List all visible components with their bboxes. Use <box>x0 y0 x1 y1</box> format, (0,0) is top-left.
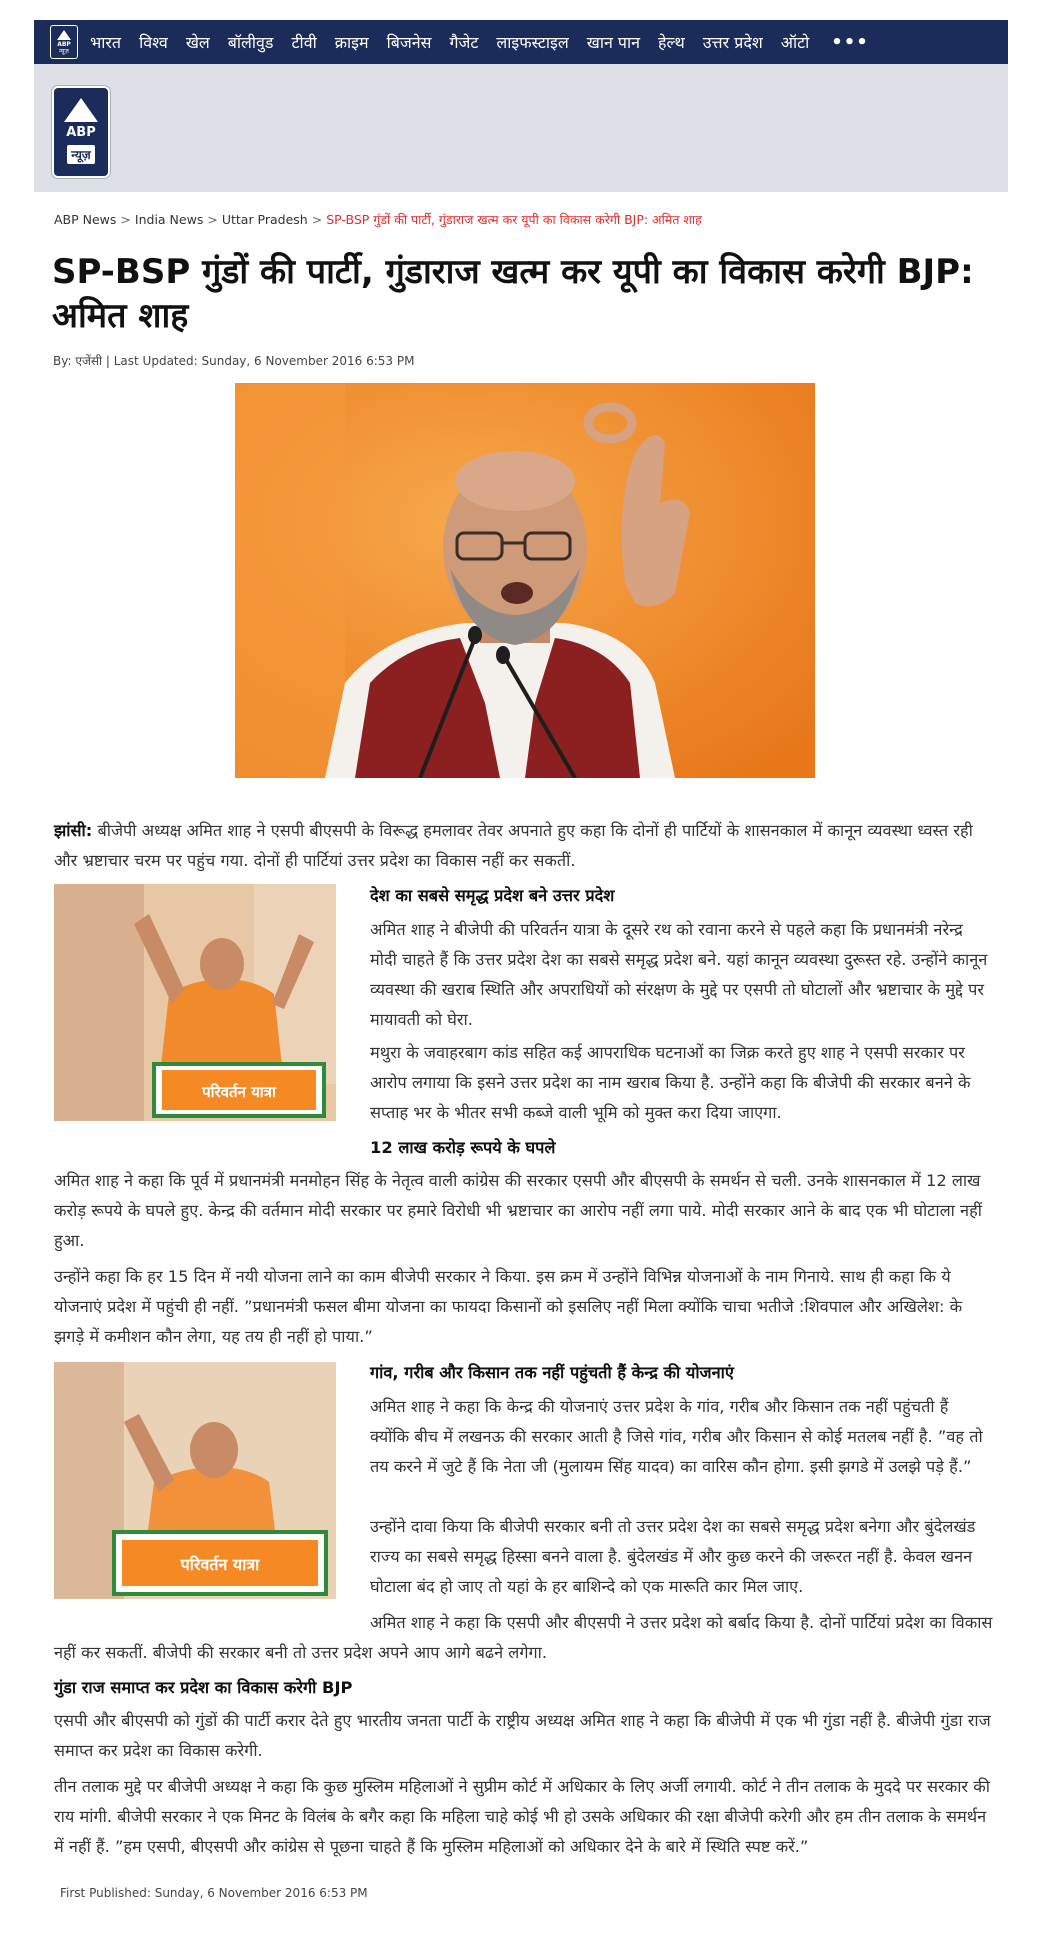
dateline: झांसी: <box>54 821 93 840</box>
inline-photo-2 <box>54 1362 336 1599</box>
paragraph-1: अमित शाह ने बीजेपी की परिवर्तन यात्रा के दूसरे रथ को रवाना करने से पहले कहा कि प्रधानमंत्री नरेन्द्र मोदी चाहते हैं कि उत्तर प्रदेश देश का सबसे समृद्ध प्रदेश बने. यहां कानून व्यवस्था दुरूस्त रहे. उन्होंने कानून व्यवस्था की खराब स्थिति और अपराधियों को संरक्षण के मुद्दे पर एसपी तो घोटालों और भ्रष्टाचार के मुद्दे पर मायावती को घेरा. <box>370 920 988 1029</box>
breadcrumb-current: SP-BSP गुंडों की पार्टी, गुंडाराज खत्म कर यूपी का विकास करेगी BJP: अमित शाह <box>326 212 702 227</box>
nav-item-health[interactable]: हेल्थ <box>658 33 685 52</box>
hero-photo <box>235 383 815 778</box>
inline-photo-1-illustration <box>54 884 336 1121</box>
nav-item-khel[interactable]: खेल <box>185 33 210 52</box>
abp-news-logo[interactable] <box>52 86 110 178</box>
breadcrumb-abp-news[interactable]: ABP News <box>54 212 117 227</box>
breadcrumb-separator: > <box>311 212 323 227</box>
nav-item-tv[interactable]: टीवी <box>291 33 317 52</box>
paragraph-6: उन्होंने दावा किया कि बीजेपी सरकार बनी तो उत्तर प्रदेश देश का सबसे समृद्ध प्रदेश बनेगा और बुंदेलखंड राज्य का सबसे समृद्ध हिस्सा बनने वाला है. बुंदेलखंड में और कुछ करने की जरूरत नहीं है. केवल खनन घोटाला बंद हो जाए तो यहां के हर बाशिन्दे को एक मारूति कार मिल जाए. <box>370 1517 976 1596</box>
paragraph-7-text: अमित शाह ने कहा कि एसपी और बीएसपी ने उत्तर प्रदेश को बर्बाद किया है. दोनों पार्टियां प्रदेश का विकास नहीं कर सकतीं. बीजेपी की सरकार बनी तो उत्तर प्रदेश अपने आप आगे बढने लगेगा. <box>54 1613 993 1662</box>
nav-item-bollywood[interactable]: बॉलीवुड <box>227 33 274 52</box>
logo-abp-text: ABP <box>66 125 96 140</box>
banner-text: परिवर्तन यात्रा <box>180 1555 260 1574</box>
nav-item-bharat[interactable]: भारत <box>90 33 122 52</box>
abp-mini-logo[interactable] <box>50 25 78 59</box>
paragraph-5: अमित शाह ने कहा कि केन्द्र की योजनाएं उत्तर प्रदेश के गांव, गरीब और किसान तक नहीं पहुंचती हैं क्योंकि बीच में लखनऊ की सरकार आती है जिसे गांव, गरीब और किसान से कोई मतलब नहीं है. ”वह तो तय करने में जुटे हैं कि नेता जी (मुलायम सिंह यादव) का वारिस कौन होगा. इसी झगडे में उलझे पड़े हैं.” <box>370 1397 983 1476</box>
lead-paragraph <box>54 816 994 876</box>
breadcrumb-uttar-pradesh[interactable]: Uttar Pradesh <box>221 212 308 227</box>
nav-item-uttar-pradesh[interactable]: उत्तर प्रदेश <box>702 33 763 52</box>
banner-text: परिवर्तन यात्रा <box>202 1083 276 1101</box>
breadcrumb-separator: > <box>120 212 131 227</box>
logo-news-text: न्यूज़ <box>67 145 94 164</box>
article-byline: By: एजेंसी | Last Updated: Sunday, 6 November 2016 6:53 PM <box>53 354 415 368</box>
paragraph-8: एसपी और बीएसपी को गुंडों की पार्टी करार देते हुए भारतीय जनता पार्टी के राष्ट्रीय अध्यक्ष अमित शाह ने कहा कि बीजेपी में एक भी गुंडा नहीं है. बीजेपी गुंडा राज समाप्त कर प्रदेश का विकास करेगी. <box>54 1711 991 1760</box>
paragraph-3: अमित शाह ने कहा कि पूर्व में प्रधानमंत्री मनमोहन सिंह के नेतृत्व वाली कांग्रेस की सरकार एसपी और बीएसपी के समर्थन से चली. उनके शासनकाल में 12 लाख करोड़ रूपये के घपले हुए. केन्द्र की वर्तमान मोदी सरकार पर हमारे विरोधी भी भ्रष्टाचार का आरोप नहीं लगा पाये. मोदी सरकार आने के बाद एक भी घोटाला नहीं हुआ. <box>54 1171 982 1250</box>
first-published: First Published: Sunday, 6 November 2016 6:53 PM <box>60 1886 368 1900</box>
logo-band <box>34 64 1008 192</box>
paragraph-7 <box>54 1608 994 1668</box>
article-title: SP-BSP गुंडों की पार्टी, गुंडाराज खत्म कर यूपी का विकास करेगी BJP: अमित शाह <box>52 252 974 336</box>
inline-photo-2-illustration <box>54 1362 336 1599</box>
nav-item-auto[interactable]: ऑटो <box>780 33 810 52</box>
top-nav-bar <box>34 20 1008 64</box>
logo-triangle-icon <box>64 98 98 122</box>
more-menu-icon[interactable]: ••• <box>831 31 869 53</box>
paragraph-2: मथुरा के जवाहरबाग कांड सहित कई आपराधिक घटनाओं का जिक्र करते हुए शाह ने एसपी सरकार पर आरोप लगाया कि इसने उत्तर प्रदेश का नाम खराब किया है. उन्होंने कहा कि बीजेपी की सरकार बनने के सप्ताह भर के भीतर सभी कब्जे वाली भूमि को मुक्त करा दिया जाएगा. <box>370 1043 971 1122</box>
mini-logo-abp: ABP <box>57 40 71 48</box>
logo-triangle-icon <box>57 30 71 40</box>
nav-item-lifestyle[interactable]: लाइफस्टाइल <box>496 33 569 52</box>
mini-logo-news: न्यूज़ <box>59 47 69 55</box>
subheading-2: 12 लाख करोड़ रूपये के घपले <box>370 1138 556 1157</box>
subheading-1: देश का सबसे समृद्ध प्रदेश बने उत्तर प्रदेश <box>370 886 615 905</box>
nav-item-business[interactable]: बिजनेस <box>386 33 432 52</box>
paragraph-4: उन्होंने कहा कि हर 15 दिन में नयी योजना लाने का काम बीजेपी सरकार ने किया. इस क्रम में उन्होंने विभिन्न योजनाओं के नाम गिनाये. साथ ही कहा कि ये योजनाएं प्रदेश में पहुंची ही नहीं. ”प्रधानमंत्री फसल बीमा योजना का फायदा किसानों को इसलिए नहीं मिला क्योंकि चाचा भतीजे :शिवपाल और अखिलेश: के झगड़े में कमीशन कौन लेगा, यह तय ही नहीं हो पाया.” <box>54 1267 963 1346</box>
lead-text: बीजेपी अध्यक्ष अमित शाह ने एसपी बीएसपी के विरूद्ध हमलावर तेवर अपनाते हुए कहा कि दोनों ही पार्टियों के शासनकाल में कानून व्यवस्था ध्वस्त रही और भ्रष्टाचार चरम पर पहुंच गया. दोनों ही पार्टियां उत्तर प्रदेश का विकास नहीं कर सकतीं. <box>54 821 973 870</box>
breadcrumb-india-news[interactable]: India News <box>134 212 204 227</box>
paragraph-9: तीन तलाक मुद्दे पर बीजेपी अध्यक्ष ने कहा कि कुछ मुस्लिम महिलाओं ने सुप्रीम कोर्ट में अधिकार के लिए अर्जी लगायी. कोर्ट ने तीन तलाक के मुददे पर सरकार की राय मांगी. बीजेपी सरकार ने एक मिनट के विलंब के बगैर कहा कि महिला चाहे कोई भी हो उसके अधिकार की रक्षा बीजेपी करेगी और हम तीन तलाक के समर्थन में नहीं हैं. ”हम एसपी, बीएसपी और कांग्रेस से पूछना चाहते हैं कि मुस्लिम महिलाओं को अधिकार देने के बारे में स्थिति स्पष्ट करें.” <box>54 1777 990 1856</box>
breadcrumb-separator: > <box>207 212 218 227</box>
nav-item-khan-paan[interactable]: खान पान <box>586 33 641 52</box>
nav-item-gadget[interactable]: गैजेट <box>449 33 479 52</box>
nav-item-crime[interactable]: क्राइम <box>334 33 369 52</box>
nav-item-vishwa[interactable]: विश्व <box>139 33 168 52</box>
inline-photo-1 <box>54 884 336 1121</box>
subheading-4: गुंडा राज समाप्त कर प्रदेश का विकास करेगी BJP <box>54 1678 353 1697</box>
subheading-3: गांव, गरीब और किसान तक नहीं पहुंचती हैं केन्द्र की योजनाएं <box>370 1363 734 1382</box>
hero-photo-illustration <box>235 383 815 778</box>
breadcrumb <box>54 211 702 228</box>
